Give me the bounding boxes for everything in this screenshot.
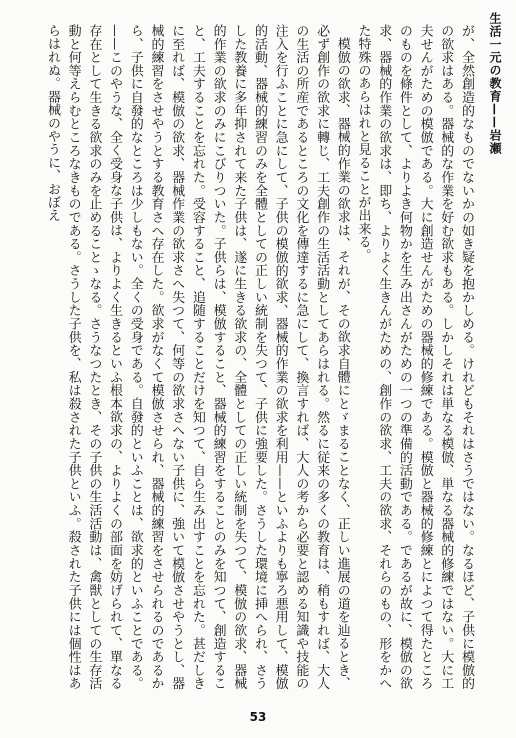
paragraph: が、全然創造的なものでないかの如き疑を抱かしめる。けれどもそれはさうではない。なるほど、子供に模倣的の欲求はある。器械的な作業を好む欲求もある。しかしそれは単なる模倣、単なる器械的修練ではない。大に工夫せんがための模倣である。大に創造せんがための器械的修練である。模倣と器械的修練とによつて得たところのものを條件として、よりよき何物かを生み出さんがための一つの準備的活動である。であるが故に、模倣の欲求、器械的作業の欲求は、即ち、よりよく生きんがための、創作の欲求、工夫の欲求、それらのもの、形をかへた特殊のあらはれと見ることが出来る。 [355,24,474,690]
body-text [14,24,476,690]
page-number: 53 [249,710,267,724]
paragraph: 模倣の欲求、器械的作業の欲求は、それが、その欲求自體にとゞまることなく、正しい進展の道を辿るとき、必ず創作の欲求に轉じ、工夫創作の生活活動としてあらはれる。然るに従来の多くの教育は、稍もすれば、大人の生活の所産であるところの文化を傳達するに急にして、換言すれば、大人の考から必要と認める知識や技能の注入を行ふことに急にして、子供の模倣的欲求、器械的作業の欲求を利用——といふよりも寧ろ悪用して、模倣的活動、器械的練習のみを全體としての正しい統制を失つて、子供に強要した。さうした環境に挿へられ、さうした教養に多年抑されて来た子供は、遂に生きる欲求の、全體としての正しい統制を失つて、模倣の欲求、器械的作業の欲求のみにこびりついた。子供らは、模倣すること、器械的練習をすることのみを知つて、創造すること、工夫することを忘れた。受容すること、追随することだけを知つて、自ら生み出すことを忘れた。甚だしきに至れば、模倣の欲求、器械作業の欲求さへ失つて、何等の欲求さへない子供に、強いて模倣させやうとし、器械的練習をさせやうとする教育さへ存在した。欲求がなくて模倣させられ、器械的練習をさせられるのであるから、子供に自發的なところは少しもない。全くの受身である。自發的といふことは、欲求的といふことである。——このやうな、全く受身な子供は、よりよく生きるといふ根本欲求の、よりよくの部面を妨げられて、單なる存在として生きる欲求のみを止めることゝなる。さうなつたとき、その子供の生活活動は、禽獣としての生存活動と何等えらむところなきものである。さうした子供を、私は殺された子供といふ。殺された子供には個性はあらはれぬ。器械のやうに、おぼえ [44,24,350,690]
running-head: 生活一元の教育——岩瀬 [488,12,502,155]
